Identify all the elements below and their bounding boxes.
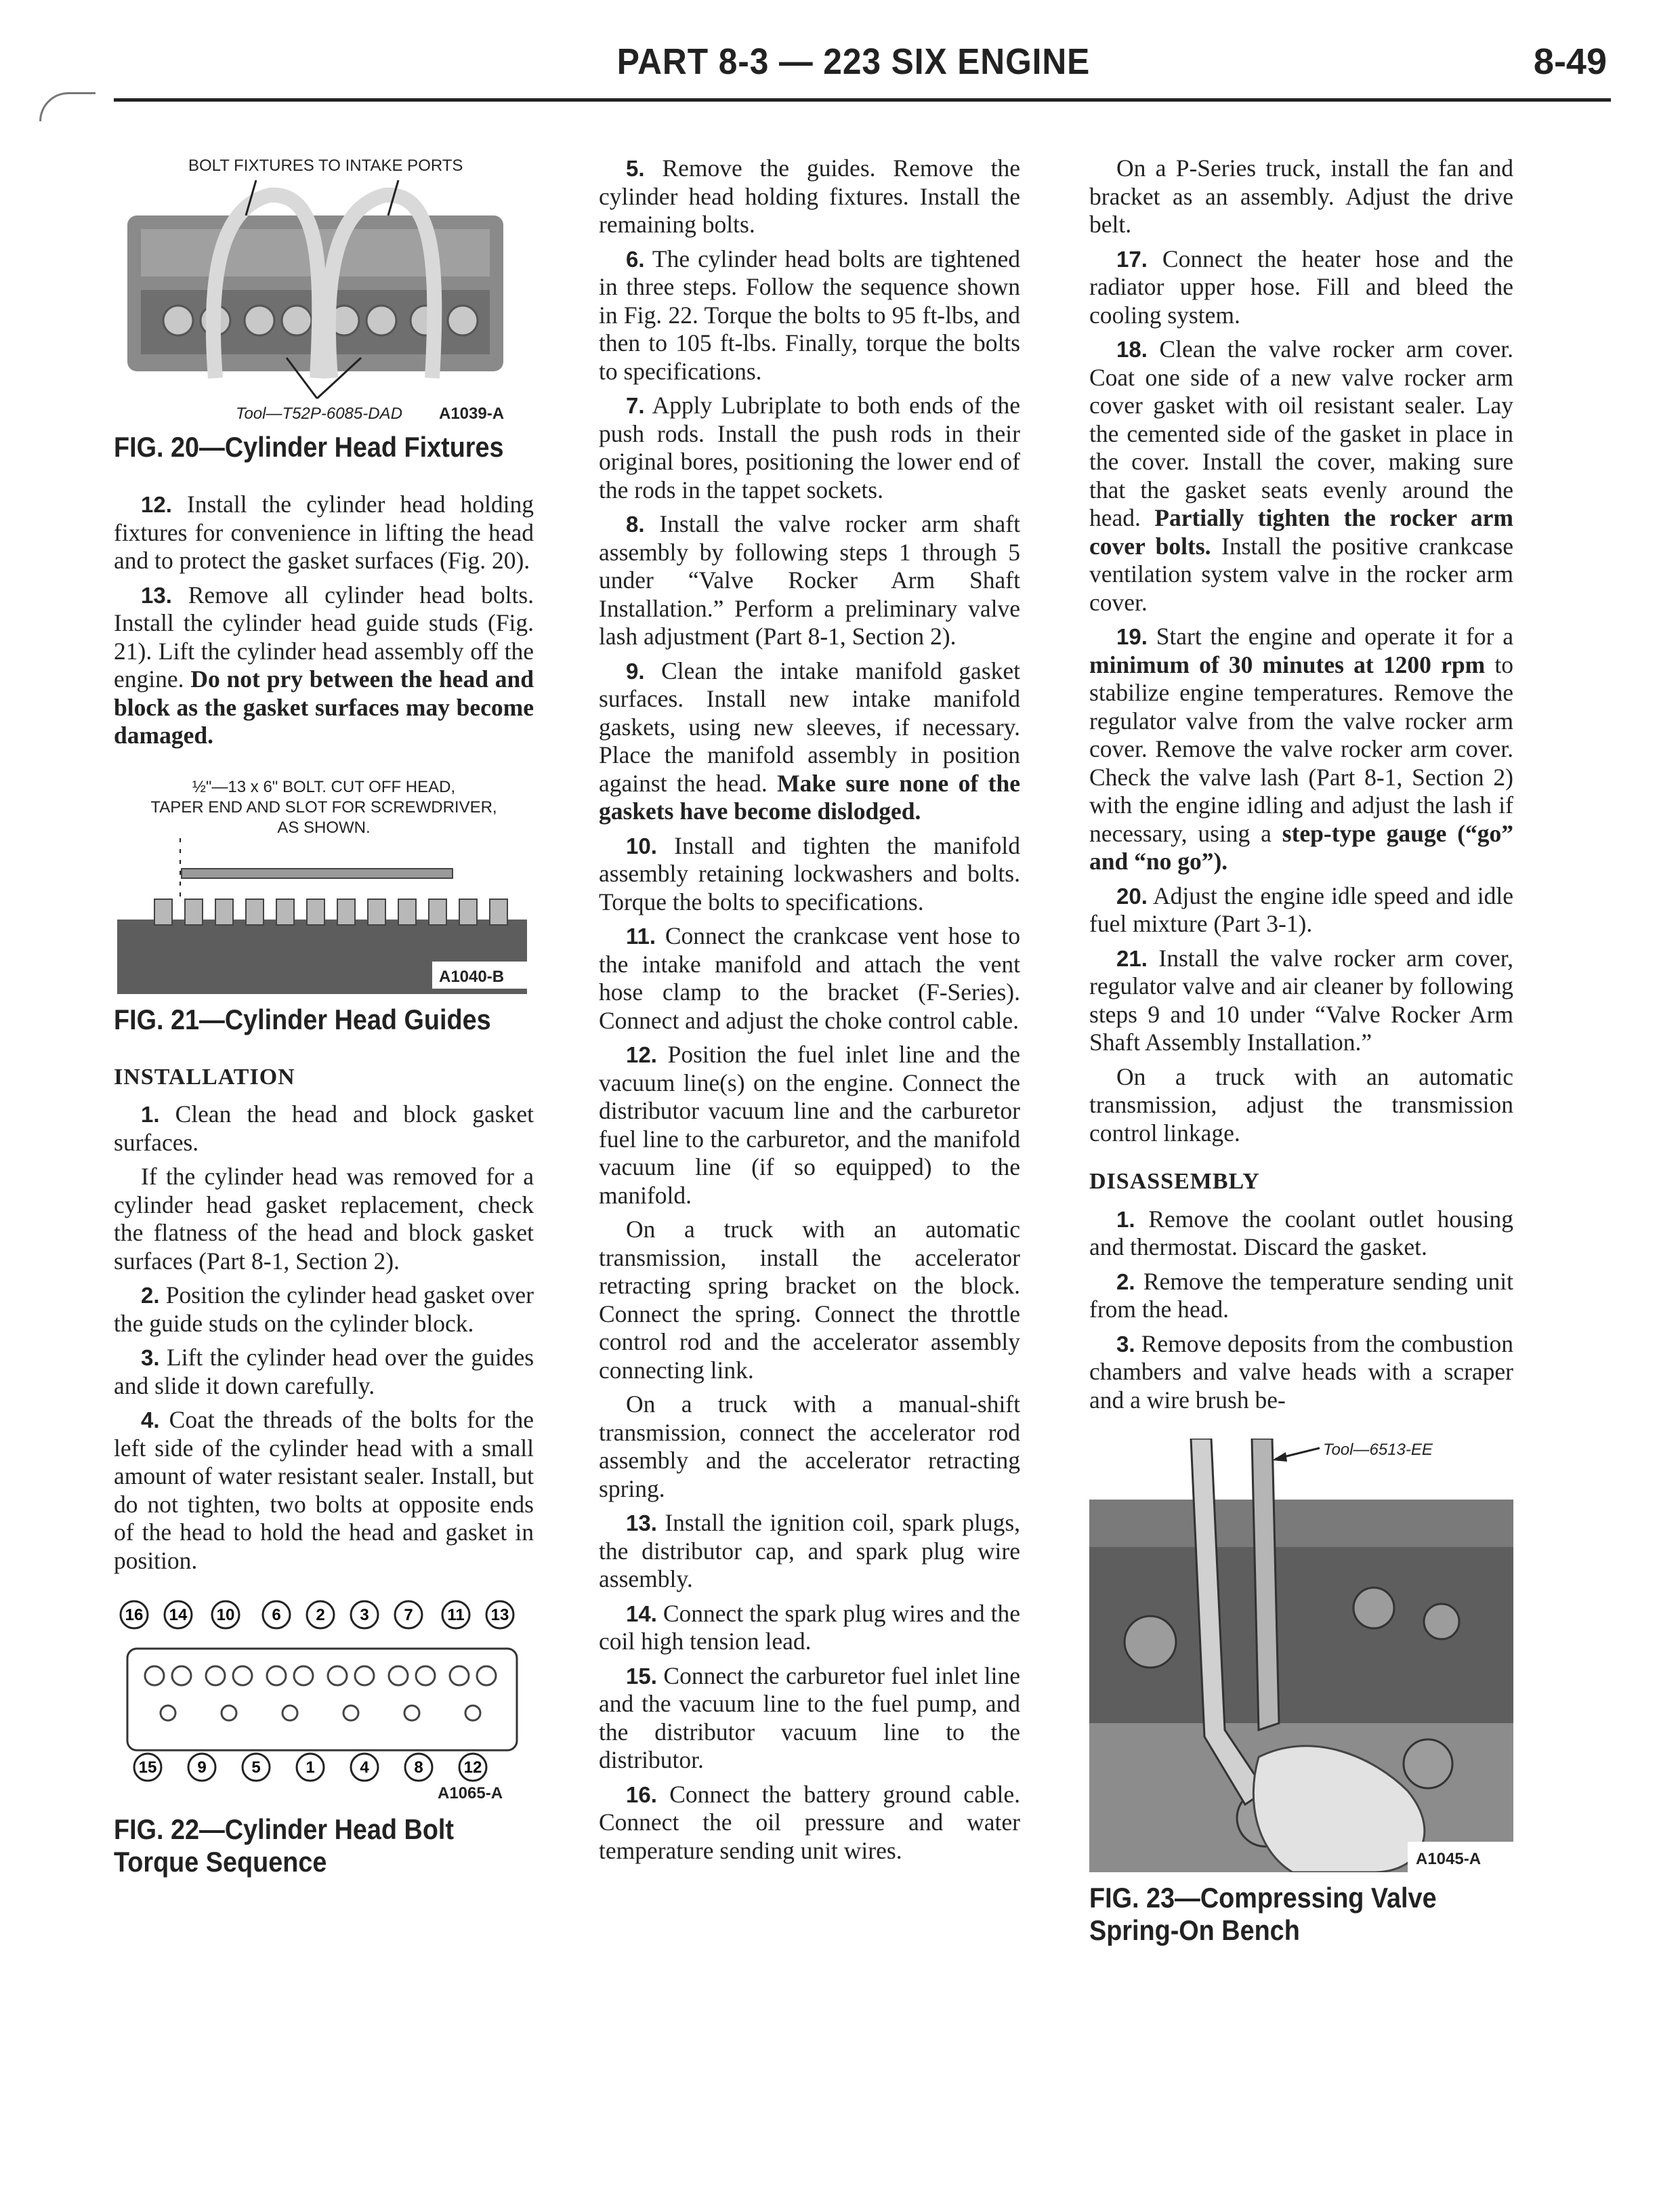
paragraph-step-16 xyxy=(599,1781,1020,1865)
step-number: 1. xyxy=(141,1102,160,1127)
paragraph-step-21 xyxy=(1089,945,1513,1057)
figure-21-caption: FIG. 21—Cylinder Head Guides xyxy=(114,1003,491,1035)
bolt-seq-top-9-label: 13 xyxy=(490,1606,509,1624)
step-text: Install and tighten the manifold assembly retaining lockwashers and bolts. Torque the bolts to specifications. xyxy=(599,831,1021,915)
step-text: Connect the battery ground cable. Connect the oil pressure and water temperature sending unit wires. xyxy=(599,1780,1020,1864)
step-number: 12. xyxy=(141,492,172,517)
bolt-seq-top-7-label: 7 xyxy=(404,1606,413,1624)
paragraph-step-19 xyxy=(1089,623,1513,876)
bolt-seq-bottom-1 xyxy=(134,1754,161,1781)
paragraph-step-6 xyxy=(599,245,1020,386)
step-number: 21. xyxy=(1116,945,1148,971)
step-number: 4. xyxy=(141,1407,160,1432)
cylinder-head-outline xyxy=(127,1649,517,1750)
step-number: 20. xyxy=(1116,883,1148,909)
step-text: Install the ignition coil, spark plugs, the distributor cap, and spark plug wire assembly. xyxy=(599,1509,1021,1592)
bolt-seq-top-6 xyxy=(351,1601,378,1628)
step-text: Start the engine and operate it for a xyxy=(1156,623,1513,650)
page-number: 8-49 xyxy=(1533,41,1607,82)
paragraph-linkage: On a truck with an automatic transmission, adjust the transmission control linkage. xyxy=(1089,1062,1513,1147)
step-number: 2. xyxy=(141,1283,160,1308)
bolt-seq-bottom-2-label: 9 xyxy=(197,1758,207,1777)
column-3 xyxy=(1089,154,1513,1947)
paragraph-install-3 xyxy=(114,1344,534,1400)
step-number: 11. xyxy=(626,924,656,949)
bolt-seq-bottom-5-label: 4 xyxy=(360,1758,369,1777)
paragraph-step-5 xyxy=(599,154,1020,239)
page-corner-mark xyxy=(39,92,96,121)
guide-bolt xyxy=(182,869,453,878)
paragraph-step-13 xyxy=(114,581,534,750)
step-text: Remove all cylinder head bolts. Install the cylinder head guide studs (Fig. 21). Lift the cylinder head assembly off the engine. xyxy=(114,581,534,693)
paragraph-step-9 xyxy=(599,657,1020,826)
step-emphasis: minimum of 30 minutes at 1200 rpm xyxy=(1089,651,1486,678)
figure-21-note-line-2: TAPER END AND SLOT FOR SCREWDRIVER, xyxy=(150,798,497,817)
step-text-continued: to stabilize engine temperatures. Remove the regulator valve from the valve rocker arm cover. Remove the valve rocker arm cover. Check the valve lash (Part 8-1, Section 2) with the engine idling and adjust the lash if necessary, using a xyxy=(1089,651,1513,847)
step-number: 15. xyxy=(626,1663,657,1689)
step-text: Apply Lubriplate to both ends of the push rods. Install the push rods in their original bores, positioning the lower end of the rods in the tappet sockets. xyxy=(599,392,1020,503)
bolt-seq-top-2-label: 14 xyxy=(169,1606,188,1624)
step-text: Lift the cylinder head over the guides and slide it down carefully. xyxy=(114,1344,534,1399)
paragraph-step-14 xyxy=(599,1600,1020,1656)
step-text-continued: Install the positive crankcase ventilation system valve in the rocker arm cover. xyxy=(1089,532,1514,616)
figure-23-caption-line-1: FIG. 23—Compressing Valve xyxy=(1089,1882,1437,1914)
step-number: 17. xyxy=(1116,246,1148,272)
page-header-title: PART 8-3 — 223 SIX ENGINE xyxy=(616,41,1091,82)
bolt-seq-bottom-7 xyxy=(459,1754,486,1781)
paragraph-disassembly-2 xyxy=(1089,1268,1513,1324)
step-number: 1. xyxy=(1116,1206,1135,1232)
figure-20-code: A1039-A xyxy=(439,405,505,423)
step-text: The cylinder head bolts are tightened in three steps. Follow the sequence shown in Fig. 22. Torque the bolts to 95 ft-lbs, and then to 105 ft-lbs. Finally, torque the bolts to specifications. xyxy=(599,245,1021,385)
step-text: Clean the intake manifold gasket surfaces. Install new intake manifold gaskets, using new sleeves, if necessary. Place the manifold assembly in position against the head. xyxy=(599,657,1021,797)
column-1 xyxy=(114,154,534,1878)
bolt-seq-bottom-6-label: 8 xyxy=(414,1758,423,1777)
bolt-seq-top-9 xyxy=(486,1601,513,1628)
paragraph-p-series: On a P-Series truck, install the fan and bracket as an assembly. Adjust the drive belt. xyxy=(1089,154,1513,238)
paragraph-step-18 xyxy=(1089,335,1513,617)
step-text: Coat the threads of the bolts for the left side of the cylinder head with a small amount of water resistant sealer. Install, but do not tighten, two bolts at opposite ends of the head to hold the head and gasket in position. xyxy=(114,1406,534,1574)
bolt-seq-top-5 xyxy=(307,1601,334,1628)
step-text: Connect the heater hose and the radiator upper hose. Fill and bleed the cooling system. xyxy=(1089,245,1514,329)
paragraph-step-7 xyxy=(599,392,1020,504)
step-warning: Do not pry between the head and block as the gasket surfaces may become damaged. xyxy=(114,665,534,749)
paragraph-step-11 xyxy=(599,922,1020,1035)
figure-23-caption-line-2: Spring-On Bench xyxy=(1089,1914,1300,1946)
figure-22-caption-line-2: Torque Sequence xyxy=(114,1846,327,1878)
bolt-seq-top-1-label: 16 xyxy=(125,1606,144,1624)
figure-20-illustration xyxy=(114,154,534,426)
step-number: 7. xyxy=(626,393,645,418)
bolt-seq-bottom-3-label: 5 xyxy=(251,1758,261,1777)
step-number: 5. xyxy=(626,156,645,181)
paragraph-install-1 xyxy=(114,1100,534,1157)
paragraph-install-2 xyxy=(114,1281,534,1338)
step-number: 2. xyxy=(1116,1268,1135,1294)
figure-20-tool-label: Tool—T52P-6085-DAD xyxy=(236,405,402,423)
bolt-seq-bottom-5 xyxy=(351,1754,378,1781)
paragraph-step-13 xyxy=(599,1509,1020,1594)
step-emphasis: Partially tighten the rocker arm cover bolts. xyxy=(1089,504,1513,560)
step-number: 14. xyxy=(626,1601,657,1626)
figure-22-illustration xyxy=(114,1598,534,1801)
step-text: Connect the carburetor fuel inlet line and the vacuum line to the fuel pump, and the distributor vacuum line to the distributor. xyxy=(599,1661,1020,1773)
bolt-seq-top-7 xyxy=(395,1601,422,1628)
paragraph-step-10 xyxy=(599,832,1020,917)
figure-23 xyxy=(1089,1439,1513,1947)
step-text: Connect the crankcase vent hose to the intake manifold and attach the vent hose clamp to the bracket (F-Series). Connect and adjust the choke control cable. xyxy=(599,922,1021,1034)
step-number: 12. xyxy=(626,1042,657,1067)
paragraph-step-8 xyxy=(599,510,1020,651)
bolt-seq-top-2 xyxy=(165,1601,192,1628)
figure-22 xyxy=(114,1598,534,1878)
figure-21-note-line-3: AS SHOWN. xyxy=(277,818,371,837)
bolt-seq-top-8 xyxy=(442,1601,469,1628)
figure-21-illustration xyxy=(114,838,534,994)
figure-20-top-label: BOLT FIXTURES TO INTAKE PORTS xyxy=(188,157,463,175)
bolt-seq-bottom-4-label: 1 xyxy=(306,1758,315,1777)
step-number: 10. xyxy=(626,833,657,859)
step-text: Position the fuel inlet line and the vacuum line(s) on the engine. Connect the distributor vacuum line and the carburetor fuel line to the carburetor, and the manifold vacuum line (if so equipped) to the manifold. xyxy=(599,1041,1020,1209)
figure-21-code: A1040-B xyxy=(439,967,505,986)
paragraph-install-4 xyxy=(114,1406,534,1575)
bolt-seq-bottom-2 xyxy=(188,1754,215,1781)
disassembly-heading: DISASSEMBLY xyxy=(1089,1169,1260,1194)
step-text: Install the valve rocker arm shaft assembly by following steps 1 through 5 under “Valve Rocker Arm Shaft Installation.” Perform a preliminary valve lash adjustment (Part 8-1, Section 2). xyxy=(599,510,1020,650)
step-text: Connect the spark plug wires and the coil high tension lead. xyxy=(599,1599,1021,1655)
step-number: 18. xyxy=(1116,337,1148,362)
paragraph-automatic-transmission: On a truck with an automatic transmission, install the accelerator retracting spring bracket on the block. Connect the spring. Connect the throttle control rod and the accelerator assembly connecting link. xyxy=(599,1216,1020,1384)
paragraph-disassembly-3 xyxy=(1089,1330,1513,1415)
figure-23-tool-label: Tool—6513-EE xyxy=(1323,1441,1433,1459)
step-number: 13. xyxy=(626,1510,657,1535)
bolt-seq-top-5-label: 2 xyxy=(316,1606,325,1624)
step-text: Remove the temperature sending unit from the head. xyxy=(1089,1267,1513,1323)
step-number: 19. xyxy=(1116,624,1148,649)
column-2 xyxy=(599,154,1020,1871)
step-text: Install the valve rocker arm cover, regulator valve and air cleaner by following steps 9 and 10 under “Valve Rocker Arm Shaft Assembly Installation.” xyxy=(1089,944,1513,1056)
step-number: 13. xyxy=(141,582,172,608)
bolt-seq-bottom-7-label: 12 xyxy=(463,1758,482,1777)
figure-21-note-line-1: ½"—13 x 6" BOLT. CUT OFF HEAD, xyxy=(192,777,456,796)
step-text: Clean the valve rocker arm cover. Coat one side of a new valve rocker arm cover gasket with oil resistant sealer. Lay the cemented side of the gasket in place in the cover. Install the cover, making sure that the gasket seats evenly around the head. xyxy=(1089,335,1513,531)
step-number: 3. xyxy=(141,1345,160,1370)
step-warning: Make sure none of the gaskets have become dislodged. xyxy=(599,769,1021,825)
bolt-seq-bottom-1-label: 15 xyxy=(138,1758,157,1777)
paragraph-manual-transmission: On a truck with a manual-shift transmission, connect the accelerator rod assembly and the accelerator retracting spring. xyxy=(599,1390,1020,1502)
step-number: 16. xyxy=(626,1781,657,1807)
step-text: Remove the guides. Remove the cylinder head holding fixtures. Install the remaining bolts. xyxy=(599,154,1020,238)
figure-23-code: A1045-A xyxy=(1416,1850,1482,1868)
bolt-seq-bottom-3 xyxy=(243,1754,270,1781)
bolt-seq-top-4 xyxy=(263,1601,290,1628)
step-number: 9. xyxy=(626,658,645,684)
step-text: Clean the head and block gasket surfaces. xyxy=(114,1100,534,1156)
bolt-seq-top-4-label: 6 xyxy=(272,1606,281,1624)
step-text: Install the cylinder head holding fixtures for convenience in lifting the head and to protect the gasket surfaces (Fig. 20). xyxy=(114,491,534,574)
bolt-seq-bottom-6 xyxy=(405,1754,432,1781)
bolt-seq-top-3-label: 10 xyxy=(216,1606,235,1624)
step-text: Remove deposits from the combustion chambers and valve heads with a scraper and a wire brush be- xyxy=(1089,1329,1513,1413)
bolt-seq-top-8-label: 11 xyxy=(447,1606,465,1624)
figure-22-caption-line-1: FIG. 22—Cylinder Head Bolt xyxy=(114,1813,455,1845)
paragraph-disassembly-1 xyxy=(1089,1205,1513,1262)
step-number: 8. xyxy=(626,512,645,537)
figure-20-caption: FIG. 20—Cylinder Head Fixtures xyxy=(114,431,504,463)
paragraph-step-15 xyxy=(599,1662,1020,1775)
step-emphasis-2: step-type gauge (“go” and “no go”). xyxy=(1089,819,1514,875)
bolt-seq-top-3 xyxy=(212,1601,239,1628)
bolt-seq-bottom-4 xyxy=(297,1754,324,1781)
bolt-seq-top-1 xyxy=(121,1601,148,1628)
step-text: Position the cylinder head gasket over the guide studs on the cylinder block. xyxy=(114,1281,534,1337)
step-number: 3. xyxy=(1116,1331,1135,1357)
figure-22-code: A1065-A xyxy=(438,1784,503,1801)
step-text: Remove the coolant outlet housing and thermostat. Discard the gasket. xyxy=(1089,1205,1514,1260)
paragraph-step-17 xyxy=(1089,245,1513,330)
paragraph-step-12 xyxy=(599,1041,1020,1210)
bolt-seq-top-6-label: 3 xyxy=(360,1606,369,1624)
paragraph-step-12 xyxy=(114,491,534,575)
step-number: 6. xyxy=(626,246,645,272)
figure-20 xyxy=(114,154,534,463)
figure-23-illustration xyxy=(1089,1439,1513,1872)
figure-21 xyxy=(114,777,534,1036)
paragraph-step-20 xyxy=(1089,882,1513,938)
paragraph-install-1b: If the cylinder head was removed for a cylinder head gasket replacement, check the flatness of the head and block gasket surfaces (Part 8-1, Section 2). xyxy=(114,1163,534,1275)
installation-heading: INSTALLATION xyxy=(114,1064,295,1090)
step-text: Adjust the engine idle speed and idle fuel mixture (Part 3-1). xyxy=(1089,882,1513,937)
header-rule xyxy=(114,98,1611,102)
